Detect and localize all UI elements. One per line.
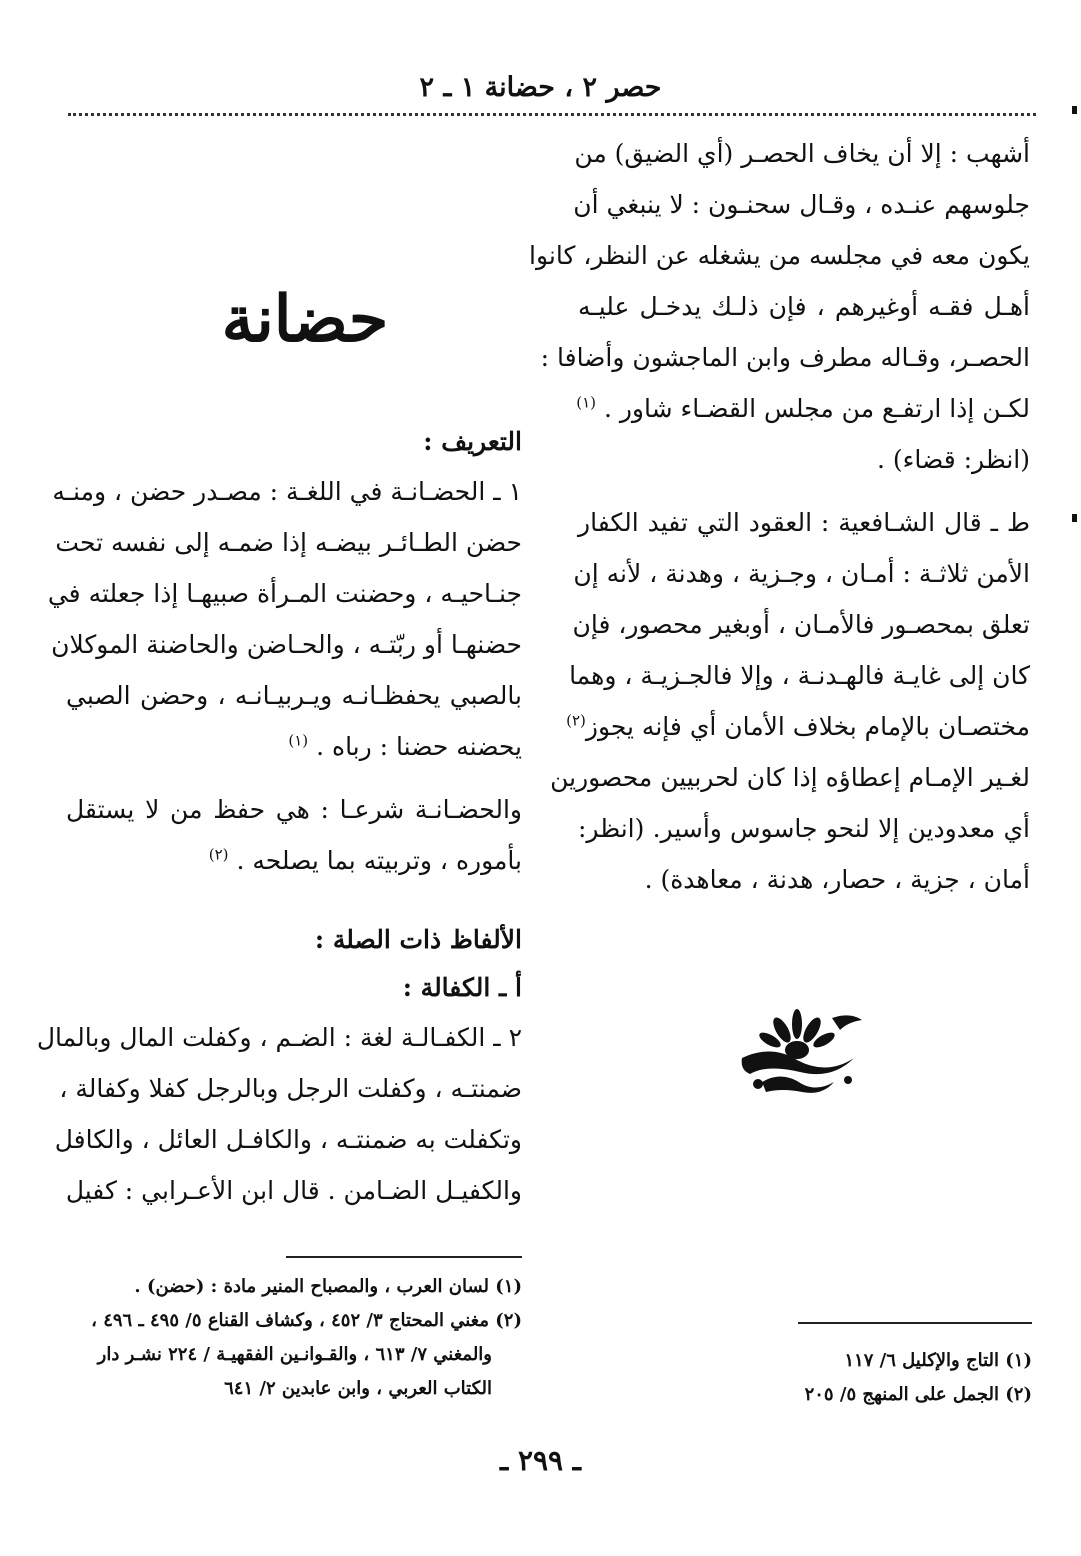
text-line-with-ref (66, 835, 522, 886)
footnote-ref: (٢) (566, 711, 586, 730)
footnote-continuation: والمغني ٧/ ٦١٣ ، والقـوانـين الفقهيـة / ٢٢٤ نشـر دار (97, 1344, 492, 1365)
kafala-paragraph (36, 1012, 522, 1216)
text-line-with-ref (566, 701, 1030, 752)
text-line: مختصـان بالإمام بخلاف الأمان أي فإنه يجوز (585, 712, 1030, 741)
running-header: حصر ٢ ، حضانة ١ ـ ٢ (419, 72, 662, 103)
footnotes-right (700, 1344, 1032, 1412)
text-line: جلوسهم عنـده ، وقـال سحنـون : لا ينبغي أن (573, 190, 1030, 219)
footnote-rule-left (286, 1256, 522, 1258)
margin-mark (1072, 514, 1077, 522)
text-line: ط ـ قال الشـافعية : العقود التي تفيد الكفار (578, 508, 1030, 537)
text-line: الأمن ثلاثـة : أمـان ، وجـزية ، وهدنة ، لأنه إن (573, 559, 1030, 588)
floral-ornament-icon (722, 1000, 872, 1100)
text-line: جنـاحيـه ، وحضنت المـرأة صبيهـا إذا جعلته في (47, 579, 522, 608)
definition-paragraph-1 (47, 466, 522, 772)
text-line: (انظر: قضاء) . (877, 445, 1030, 474)
definition-paragraph-2 (66, 784, 522, 886)
footnote-ref: (١) (288, 731, 309, 750)
text-line: لكـن إذا ارتفـع من مجلس القضـاء شاور . (603, 394, 1030, 423)
text-line: يكون معه في مجلسه من يشغله عن النظر، كانوا (529, 241, 1030, 270)
right-paragraph-2 (550, 497, 1030, 905)
header-dotted-rule (68, 113, 1036, 116)
related-terms-heading: الألفاظ ذات الصلة : (314, 925, 522, 954)
text-line: أشهب : إلا أن يخاف الحصـر (أي الضيق) من (574, 139, 1030, 168)
text-line: والحضـانـة شرعـا : هي حفظ من لا يستقل (66, 795, 522, 824)
text-line: تعلق بمحصـور فالأمـان ، أوبغير محصور، فإن (572, 610, 1030, 639)
margin-mark (1072, 106, 1077, 114)
text-line: ٢ ـ الكفـالـة لغة : الضـم ، وكفلت المال وبالمال (36, 1023, 522, 1052)
text-line: يحضنه حضنا : رباه . (316, 732, 522, 761)
page-number: ـ ٢٩٩ ـ (499, 1444, 582, 1477)
text-line: ١ ـ الحضـانـة في اللغـة : مصـدر حضن ، ومنـه (52, 477, 522, 506)
footnote: (١) لسان العرب ، والمصباح المنير مادة : (حضن) . (134, 1276, 522, 1297)
footnote: (٢) مغني المحتاج ٣/ ٤٥٢ ، وكشاف القناع ٥/ ٤٩٥ ـ ٤٩٦ ، (91, 1310, 522, 1331)
text-line: لغـير الإمـام إعطاؤه إذا كان لحربيين محصورين (550, 763, 1030, 792)
text-line: الحصـر، وقـاله مطرف وابن الماجشون وأضافا : (540, 343, 1030, 372)
text-line-with-ref (66, 721, 522, 772)
definition-heading: التعريف : (423, 427, 522, 456)
text-line: حضنهـا أو ربّتـه ، والحـاضن والحاضنة الموكلان (51, 630, 522, 659)
footnote-rule-right (798, 1322, 1032, 1324)
text-line: وتكفلت به ضمنتـه ، والكافـل العائل ، والكافل (54, 1125, 522, 1154)
footnote: (٢) الجمل على المنهج ٥/ ٢٠٥ (804, 1384, 1032, 1405)
text-line: أمان ، جزية ، حصار، هدنة ، معاهدة) . (644, 865, 1030, 894)
text-line: بالصبي يحفظـانـه ويـربيـانـه ، وحضن الصبي (66, 681, 522, 710)
footnote-continuation: الكتاب العربي ، وابن عابدين ٢/ ٦٤١ (224, 1378, 492, 1399)
text-line: بأموره ، وتربيته بما يصلحه . (236, 846, 522, 875)
text-line: ضمنتـه ، وكفلت الرجل وبالرجل كفلا وكفالة ، (59, 1074, 522, 1103)
entry-title: حضانة (221, 282, 389, 357)
kafala-heading: أ ـ الكفالة : (402, 973, 522, 1002)
footnote-ref: (١) (576, 393, 597, 412)
text-line: أي معدودين إلا لنحو جاسوس وأسير. (انظر: (578, 814, 1030, 843)
right-paragraph-1 (529, 128, 1030, 485)
left-column (36, 418, 522, 1216)
footnote: (١) التاج والإكليل ٦/ ١١٧ (844, 1350, 1032, 1371)
text-line: أهـل فقـه أوغيرهم ، فإن ذلـك يدخـل عليـه (578, 292, 1030, 321)
right-column (529, 128, 1030, 905)
footnotes-left (66, 1270, 522, 1406)
footnote-ref: (٢) (208, 845, 229, 864)
text-line-with-ref (578, 383, 1030, 434)
text-line: حضن الطـائـر بيضـه إذا ضمـه إلى نفسه تحت (55, 528, 522, 557)
text-line: كان إلى غايـة فالهـدنـة ، وإلا فالجـزيـة ، وهما (569, 661, 1030, 690)
text-line: والكفيـل الضـامن . قال ابن الأعـرابي : كفيل (65, 1176, 522, 1205)
